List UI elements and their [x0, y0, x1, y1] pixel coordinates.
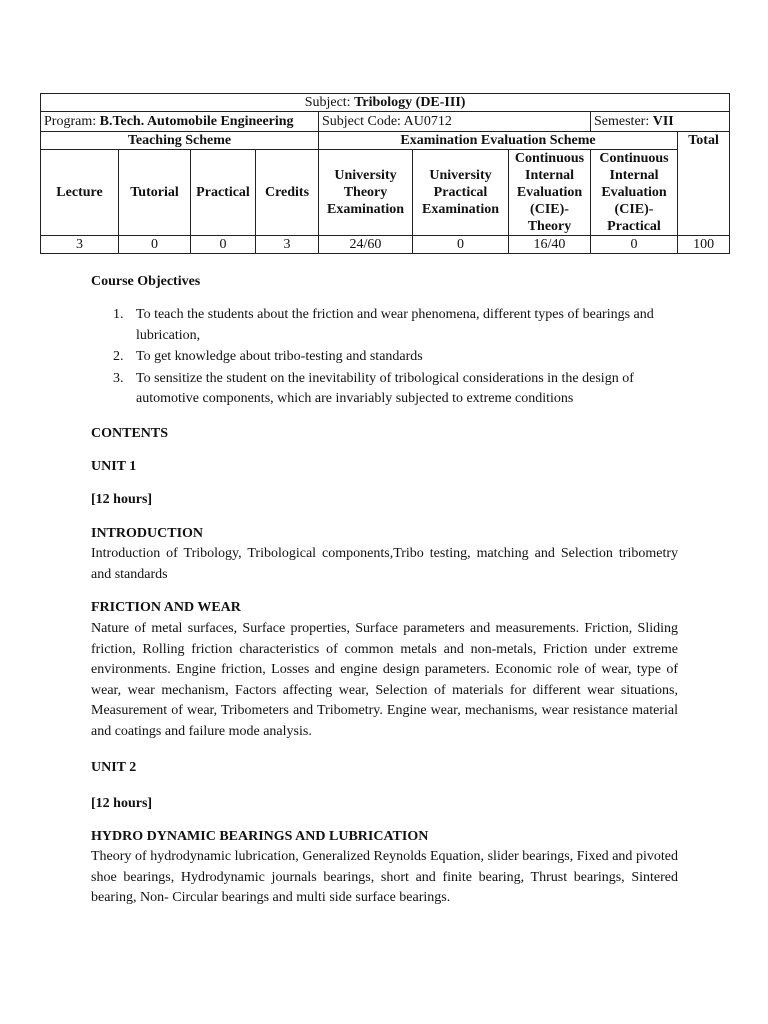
objective-item [113, 305, 678, 346]
cie-practical-value: 0 [591, 236, 678, 254]
subject-row [41, 94, 730, 112]
unit-1-hours: [12 hours] [91, 492, 153, 507]
header-line: (CIE)- [614, 202, 654, 217]
practical-value: 0 [191, 236, 256, 254]
header-line: Practical [433, 185, 488, 200]
objective-number: 1. [113, 307, 124, 322]
total-header: Total [678, 132, 730, 236]
credits-value: 3 [256, 236, 319, 254]
objective-text: To get knowledge about tribo-testing and standards [136, 349, 423, 364]
header-line: Theory [527, 219, 572, 234]
header-line: University [334, 168, 397, 183]
header-line: (CIE)- [530, 202, 569, 217]
header-line: Examination [421, 202, 499, 217]
header-line: Theory [343, 185, 388, 200]
lecture-header: Lecture [41, 150, 119, 236]
semester-value: VII [652, 114, 674, 129]
semester-cell [591, 112, 730, 132]
header-line: Continuous [514, 151, 585, 166]
subject-code-cell: Subject Code: AU0712 [319, 112, 591, 132]
tutorial-header: Tutorial [119, 150, 191, 236]
semester-label: Semester: [594, 114, 653, 129]
objective-number: 3. [113, 370, 124, 386]
lecture-value: 3 [41, 236, 119, 254]
objective-item [113, 369, 678, 410]
practical-header: Practical [191, 150, 256, 236]
syllabus-scheme-table [40, 93, 730, 254]
unit-1-heading: UNIT 1 [91, 459, 137, 474]
objective-text: To teach the students about the friction and wear phenomena, different types of bearings and lubrication, [136, 307, 654, 343]
header-line: Evaluation [601, 185, 667, 200]
contents-heading: CONTENTS [91, 426, 169, 441]
university-theory-value: 24/60 [319, 236, 413, 254]
friction-wear-text: Nature of metal surfaces, Surface properties, Surface parameters and measurements. Friction, Sliding friction, Rolling friction characteristics of common metals and non-metals, Friction under extreme environments. Engine friction, Losses and engine design parameters. Economic role of wear, type of wear, wear mechanism, Factors affecting wear, Selection of materials for different wear situations, Measurement of wear, Tribometers and Tribometry. Engine wear, mechanisms, wear resistance material and coatings and failure mode analysis. [91, 621, 678, 739]
column-header-row [41, 150, 730, 236]
objective-item [113, 347, 678, 368]
university-practical-value: 0 [413, 236, 509, 254]
university-practical-header [413, 150, 509, 236]
objective-text: To sensitize the student on the inevitability of tribological considerations in the design of automotive components, which are invariably subjected to extreme conditions [136, 370, 634, 406]
total-value: 100 [678, 236, 730, 254]
hydrodynamic-text: Theory of hydrodynamic lubrication, Generalized Reynolds Equation, slider bearings, Fixed and pivoted shoe bearings, Hydrodynamic journals bearings, short and finite bearing, Thrust bearings, Sintered bearing, Non- Circular bearings and multi side surface bearings. [91, 849, 678, 905]
header-line: Practical [607, 219, 661, 234]
university-theory-header [319, 150, 413, 236]
tutorial-value: 0 [119, 236, 191, 254]
examination-scheme-header: Examination Evaluation Scheme [319, 132, 678, 150]
header-line: Examination [326, 202, 404, 217]
header-line: University [429, 168, 492, 183]
program-value: B.Tech. Automobile Engineering [99, 114, 294, 129]
program-row [41, 112, 730, 132]
subject-label: Subject: [304, 95, 355, 110]
introduction-heading: INTRODUCTION [91, 526, 204, 541]
header-line: Internal [525, 168, 574, 183]
course-objectives-heading: Course Objectives [91, 274, 201, 289]
hydrodynamic-heading: HYDRO DYNAMIC BEARINGS AND LUBRICATION [91, 829, 429, 844]
unit-2-heading: UNIT 2 [91, 760, 137, 775]
program-cell [41, 112, 319, 132]
header-line: Internal [609, 168, 659, 183]
subject-cell [41, 94, 730, 112]
subject-value: Tribology (DE-III) [354, 95, 466, 110]
header-line: Continuous [599, 151, 669, 166]
header-line: Evaluation [516, 185, 583, 200]
credits-header: Credits [256, 150, 319, 236]
friction-wear-heading: FRICTION AND WEAR [91, 600, 241, 615]
introduction-text: Introduction of Tribology, Tribological components,Tribo testing, matching and Selection tribometry and standards [91, 546, 678, 582]
cie-theory-header [509, 150, 591, 236]
course-objectives-list [113, 305, 678, 411]
teaching-scheme-header: Teaching Scheme [41, 132, 319, 150]
values-row [41, 236, 730, 254]
scheme-group-row [41, 132, 730, 150]
objective-number: 2. [113, 349, 124, 364]
cie-theory-value: 16/40 [509, 236, 591, 254]
unit-2-hours: [12 hours] [91, 796, 153, 811]
program-label: Program: [44, 114, 100, 129]
cie-practical-header [591, 150, 678, 236]
